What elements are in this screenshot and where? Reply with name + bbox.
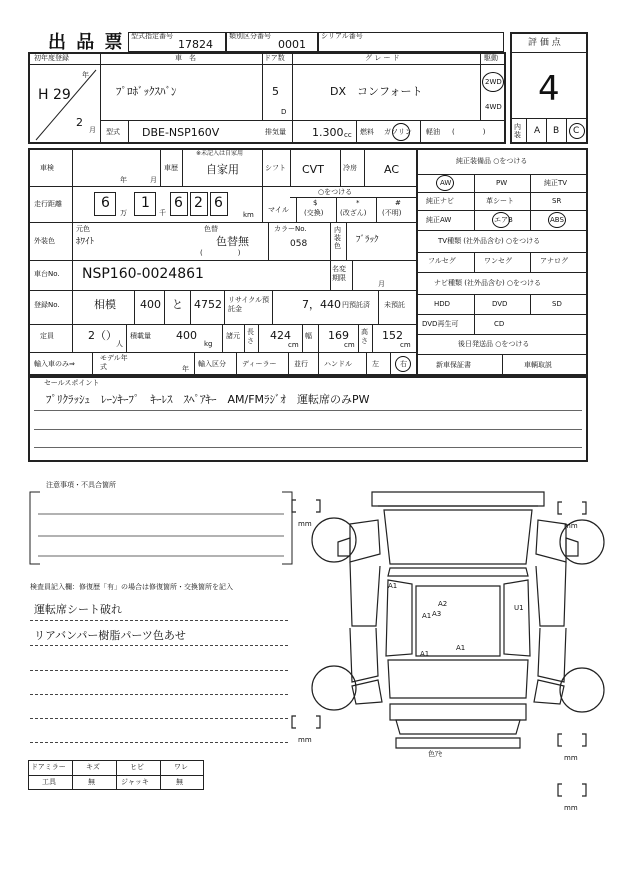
height-label: 高さ — [361, 328, 368, 345]
category-value: 0001 — [278, 38, 306, 51]
mileage-digit5: 6 — [214, 195, 223, 211]
mark-u1: U1 — [514, 604, 524, 612]
length-value: 424 — [270, 329, 291, 342]
navi-cd: CD — [494, 320, 505, 328]
navi-sd: SD — [552, 300, 562, 308]
equip-genuine-navi: 純正ナビ — [426, 197, 454, 205]
parallel: 並行 — [294, 360, 308, 368]
sales-frame — [28, 376, 588, 462]
width-unit: cm — [344, 341, 355, 349]
handle-right: 右 — [400, 360, 407, 368]
load-unit: kg — [204, 340, 213, 348]
navi-hdd: HDD — [434, 300, 451, 308]
serial-label: シリアル番号 — [321, 32, 363, 40]
interior-a: A — [534, 126, 541, 136]
note-line1: 運転席シート破れ — [34, 603, 122, 616]
int-color-label: 内装色 — [334, 226, 341, 250]
tv-label: TV種類 (社外品含む) ○をつける — [438, 237, 541, 245]
recycle-label: リサイクル預託金 — [228, 296, 270, 313]
doors-value: 5 — [272, 85, 279, 98]
name-change-label: 名変期限 — [332, 265, 346, 282]
equip-genuine-aw: 純正AW — [426, 216, 452, 224]
displacement-unit: cc — [344, 131, 352, 139]
dims-label: 諸元 — [226, 332, 240, 340]
equip-abs: ABS — [550, 216, 564, 224]
drive-label: 駆動 — [484, 54, 498, 62]
tools-crack: ヒビ — [130, 763, 144, 771]
handle-right-circle — [395, 356, 411, 372]
repaint-value: 色替無 — [216, 235, 249, 248]
chassis-value: NSP160-0024861 — [82, 266, 204, 282]
navi-dvd-play: DVD再生可 — [422, 320, 459, 328]
interior-c: C — [573, 126, 580, 136]
diagram-mm-2: mm — [564, 522, 578, 530]
mile-label: マイル — [268, 206, 289, 214]
tools-none2: 無 — [176, 778, 183, 786]
length-unit: cm — [288, 341, 299, 349]
tv-oneseg: ワンセグ — [484, 257, 512, 265]
shift-label: シフト — [265, 164, 286, 172]
tools-label: 工具 — [42, 778, 56, 786]
width-label: 幅 — [305, 332, 312, 340]
mileage-km: km — [243, 211, 254, 219]
navi-dvd: DVD — [492, 300, 508, 308]
reg-no-label: 登録No. — [34, 301, 60, 309]
import-label: 輸入車のみ⇒ — [34, 360, 75, 368]
fuel-value: ガソリン — [384, 128, 412, 136]
model-year-unit: 年 — [182, 365, 189, 373]
inspection-year-unit: 年 — [120, 176, 127, 184]
interior-b: B — [553, 126, 560, 136]
import-div-label: 輸入区分 — [198, 360, 226, 368]
equip-airbag: エアB — [494, 216, 513, 224]
unknown-label: (不明) — [382, 209, 402, 217]
tamper-label: (改ざん) — [340, 209, 367, 217]
car-name-value: ﾌﾟﾛﾎﾞｯｸｽﾊﾞﾝ — [116, 85, 177, 98]
length-label: 長さ — [247, 328, 254, 345]
model-value: DBE-NSP160V — [142, 126, 220, 139]
drive-4wd: 4WD — [485, 103, 502, 111]
diagram-mm-3: mm — [298, 736, 312, 744]
caution-label: 注意事項・不具合箇所 — [46, 481, 116, 489]
model-year-label: モデル年式 — [100, 354, 128, 371]
mark-a1-left-front: A1 — [388, 582, 398, 590]
mark-color-fade: 色ｱｾ — [428, 750, 442, 758]
mileage-digit4: 2 — [194, 195, 203, 211]
category-label: 類別区分番号 — [229, 32, 271, 40]
chassis-label: 車台No. — [34, 270, 60, 278]
displacement-value: 1.300 — [312, 126, 344, 139]
tools-door-mirror: ドアミラー — [31, 763, 66, 771]
mileage-note: ○をつける — [318, 188, 353, 196]
equip-aw: AW — [440, 179, 452, 187]
exchange-sym: $ — [313, 199, 318, 207]
grade-value: DX コンフォート — [330, 85, 423, 98]
mileage-digit3: 6 — [174, 195, 183, 211]
later-warranty: 新車保証書 — [436, 361, 471, 369]
diagram-mm-5: mm — [564, 804, 578, 812]
note-line2: リアバンパー樹脂パーツ色あせ — [34, 629, 186, 642]
orig-color-label: 元色 — [76, 225, 90, 233]
first-reg-year: H 29 — [38, 87, 71, 103]
interior-label: 内装 — [514, 123, 521, 139]
car-name-label: 車 名 — [175, 54, 196, 62]
model-label: 型式 — [106, 128, 120, 136]
tools-break: ワレ — [174, 763, 188, 771]
history-note: ※未記入は自家用 — [196, 150, 244, 157]
mark-a1-center: A1 — [422, 612, 432, 620]
recycle-unpaid: 未預託 — [384, 301, 405, 309]
sales-text: ﾌﾟﾘｸﾗｯｼｭ ﾚｰﾝｷｰﾌﾟ ｷｰﾚｽ ｽﾍﾟｱｷｰ AM/FMﾗｼﾞｵ 運転席のみPW — [46, 393, 370, 406]
fuel-circle — [392, 123, 410, 141]
equip-sr: SR — [552, 197, 562, 205]
capacity-unit: 人 — [116, 340, 123, 348]
later-label: 後日発送品 ○をつける — [458, 340, 530, 348]
recycle-unit: 円預託済 — [342, 301, 370, 309]
mileage-sen: 千 — [159, 209, 166, 217]
reg-area: 相模 — [94, 298, 116, 311]
equip-pw: PW — [496, 179, 508, 187]
diesel-paren: ( ) — [452, 128, 486, 136]
score-value: 4 — [538, 69, 560, 109]
reg-kana: と — [172, 298, 183, 311]
equip-genuine-tv: 純正TV — [544, 179, 568, 187]
drive-2wd-circle — [482, 72, 504, 92]
mark-a3: A3 — [432, 610, 442, 618]
inspection-label: 車検 — [40, 164, 54, 172]
load-value: 400 — [176, 329, 197, 342]
exchange-label: (交換) — [304, 209, 324, 217]
diagram-mm-1: mm — [298, 520, 312, 528]
interior-c-circle — [569, 123, 585, 139]
color-no-value: 058 — [290, 239, 308, 249]
color-no-label: カラーNo. — [274, 225, 307, 233]
ac-label: 冷房 — [343, 164, 357, 172]
inspection-month-unit: 月 — [150, 176, 157, 184]
repaint-label: 色替 — [204, 225, 218, 233]
mileage-label: 走行距離 — [34, 200, 62, 208]
capacity-value: 2（） — [88, 329, 117, 342]
int-color-value: ﾌﾞﾗｯｸ — [356, 235, 379, 245]
handle-left: 左 — [372, 360, 379, 368]
drive-2wd: 2WD — [485, 78, 502, 86]
equip-airbag-circle — [492, 212, 510, 228]
mark-a1-rear-right: A1 — [456, 644, 466, 652]
tools-scratch: キズ — [86, 763, 100, 771]
load-label: 積載量 — [130, 332, 151, 340]
fuel-label: 燃料 — [360, 128, 374, 136]
diagram-mm-4: mm — [564, 754, 578, 762]
grade-label: グ レ ー ド — [365, 54, 400, 62]
orig-color-value: ﾎﾜｲﾄ — [76, 237, 95, 247]
ac-value: AC — [384, 163, 400, 176]
score-label: 評 価 点 — [528, 38, 561, 48]
tv-fullseg: フルセグ — [428, 257, 456, 265]
width-value: 169 — [328, 329, 349, 342]
car-damage-diagram — [290, 476, 626, 816]
mileage-man: 万 — [120, 209, 127, 217]
unknown-sym: # — [395, 199, 401, 207]
form-title: 出 品 票 — [48, 32, 125, 53]
doors-label: ドア数 — [264, 54, 285, 62]
tools-jack: ジャッキ — [121, 778, 149, 786]
first-reg-month: 2 — [76, 116, 83, 129]
type-cert-value: 17824 — [178, 38, 213, 51]
type-cert-label: 型式指定番号 — [131, 32, 173, 40]
caution-bracket — [26, 486, 296, 570]
tamper-sym: * — [356, 199, 360, 207]
mileage-digit1: 6 — [101, 195, 110, 211]
tools-none1: 無 — [88, 778, 95, 786]
ext-color-label: 外装色 — [34, 237, 55, 245]
height-value: 152 — [382, 329, 403, 342]
diesel-label: 軽油 — [426, 128, 440, 136]
month-unit: 月 — [89, 126, 96, 134]
later-manual: 車輌取説 — [524, 361, 552, 369]
name-change-month: 月 — [378, 280, 385, 288]
mileage-digit2: 1 — [141, 195, 150, 211]
reg-class: 400 — [140, 298, 161, 311]
navi-label: ナビ種類 (社外品含む) ○をつける — [434, 279, 542, 287]
repaint-paren: ( ) — [200, 249, 241, 257]
inspector-label: 検査員記入欄：修復歴「有」の場合は修復箇所・交換箇所を記入 — [30, 583, 233, 591]
height-unit: cm — [400, 341, 411, 349]
handle-label: ハンドル — [324, 360, 352, 368]
sales-label: セールスポイント — [44, 379, 100, 387]
doors-suffix: D — [281, 108, 287, 116]
displacement-label: 排気量 — [265, 128, 286, 136]
dealer: ディーラー — [242, 360, 277, 368]
history-value: 自家用 — [206, 163, 239, 176]
genuine-label: 純正装備品 ○をつける — [456, 157, 528, 165]
equip-leather: 革シート — [486, 197, 514, 205]
mark-a2: A2 — [438, 600, 448, 608]
first-reg-label: 初年度登録 — [34, 54, 69, 62]
mark-a1-rear-left: A1 — [420, 650, 430, 658]
tv-analog: アナログ — [540, 257, 568, 265]
history-label: 車歴 — [164, 164, 178, 172]
year-unit: 年 — [82, 71, 89, 79]
recycle-value: 7，440 — [302, 298, 341, 311]
shift-value: CVT — [302, 163, 324, 176]
equip-abs-circle — [548, 212, 566, 228]
capacity-label: 定員 — [40, 332, 54, 340]
reg-num: 4752 — [194, 298, 222, 311]
equip-aw-circle — [436, 175, 454, 191]
